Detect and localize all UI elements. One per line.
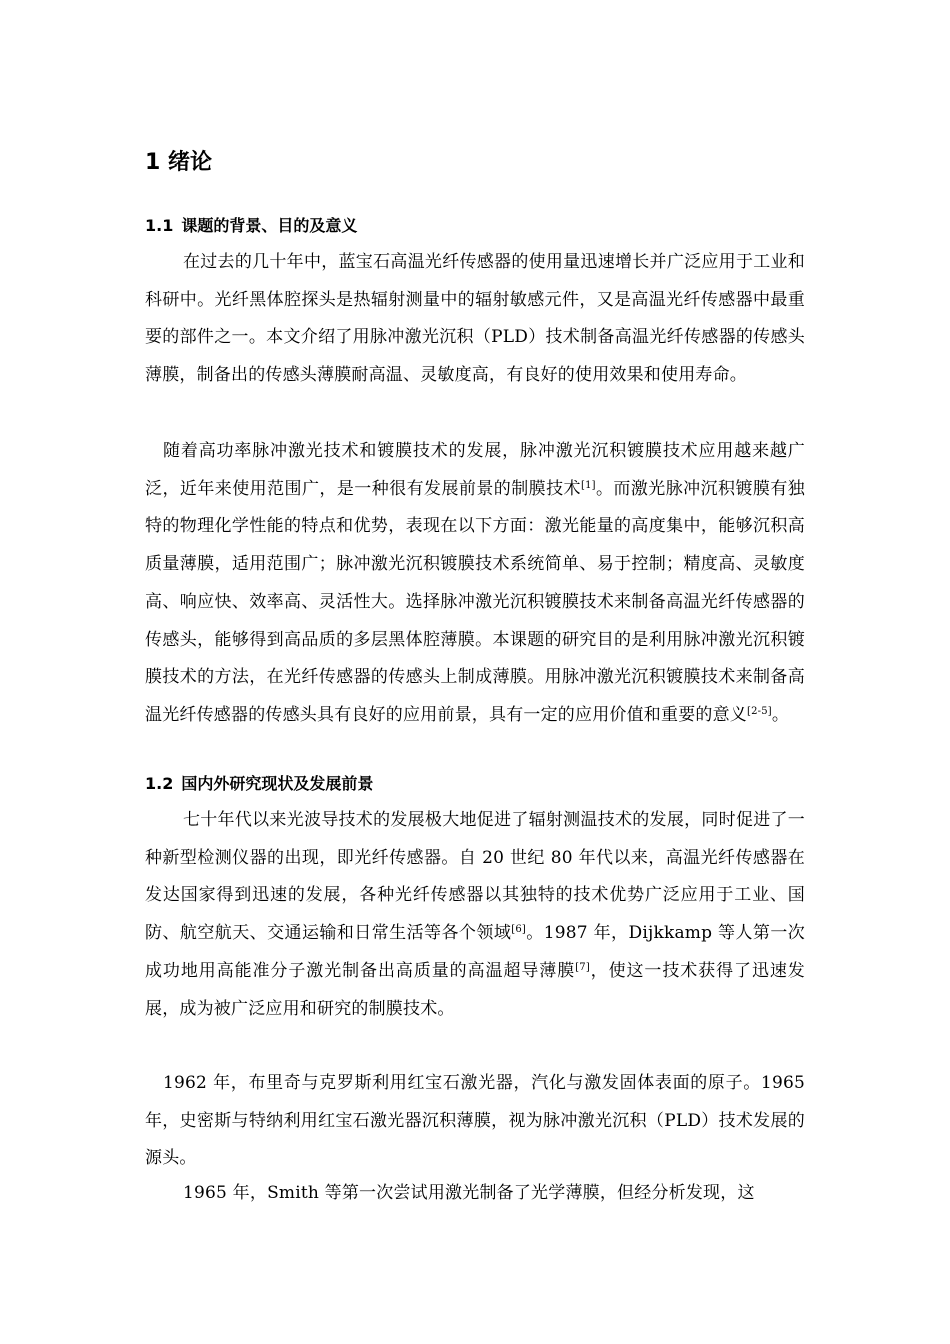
paragraph-text: 。而激光脉冲沉积镀膜有独特的物理化学性能的特点和优势，表现在以下方面：激光能量的高度集中，能够沉积高质量薄膜，适用范围广；脉冲激光沉积镀膜技术系统简单、易于控制；精度高、灵敏度高、响应快、效率高、灵活性大。选择脉冲激光沉积镀膜技术来制备高温光纤传感器的传感头，能够得到高品质的多层黑体腔薄膜。本课题的研究目的是利用脉冲激光沉积镀膜技术的方法，在光纤传感器的传感头上制成薄膜。用脉冲激光沉积镀膜技术来制备高温光纤传感器的传感头具有良好的应用前景，具有一定的应用价值和重要的意义: [145, 478, 805, 725]
chapter-title-text: 绪论: [167, 150, 212, 175]
paragraph-text: ，使这一技术获得了迅速发展，成为被广泛应用和研究的制膜技术。: [145, 960, 805, 1019]
citation-ref: [2-5]: [747, 705, 772, 717]
paragraph-text: 在过去的几十年中，蓝宝石高温光纤传感器的使用量迅速增长并广泛应用于工业和科研中。光纤黑体腔探头是热辐射测量中的辐射敏感元件，又是高温光纤传感器中最重要的部件之一。本文介绍了用脉冲激光沉积（PLD）技术制备高温光纤传感器的传感头薄膜，制备出的传感头薄膜耐高温、灵敏度高，有良好的使用效果和使用寿命。: [145, 252, 805, 386]
citation-ref: [1]: [580, 479, 596, 491]
section-title-1-2: [145, 772, 373, 796]
section-title-text: 国内外研究现状及发展前景: [181, 774, 374, 793]
section-number: 1.1: [145, 216, 174, 235]
citation-ref: [7]: [575, 961, 590, 973]
section-title-1-1: [145, 214, 357, 238]
paragraph-text: 。: [771, 704, 790, 725]
paragraph-1-2-c: [145, 1175, 805, 1213]
citation-ref: [6]: [511, 924, 527, 936]
paragraph-1-1-a: [145, 244, 805, 395]
paragraph-1-2-a: [145, 802, 805, 1028]
section-number: 1.2: [145, 774, 174, 793]
paragraph-text: 1962 年，布里奇与克罗斯利用红宝石激光器，汽化与激发固体表面的原子。1965 年，史密斯与特纳利用红宝石激光器沉积薄膜，视为脉冲激光沉积（PLD）技术发展的源头。: [145, 1073, 805, 1169]
paragraph-1-1-b: [145, 433, 805, 735]
paragraph-text: 七十年代以来光波导技术的发展极大地促进了辐射测温技术的发展，同时促进了一种新型检测仪器的出现，即光纤传感器。自 20 世纪 80 年代以来，高温光纤传感器在发达国家得到迅速的发展，各种光纤传感器以其独特的技术优势广泛应用于工业、国防、航空航天、交通运输和日常生活等各个领域: [145, 810, 805, 944]
paragraph-text: 。1987 年，Dijkkamp 等人第一次成功地用高能准分子激光制备出高质量的高温超导薄膜: [145, 923, 805, 981]
chapter-title: [145, 148, 212, 178]
section-title-text: 课题的背景、目的及意义: [181, 216, 358, 235]
paragraph-text: 随着高功率脉冲激光技术和镀膜技术的发展，脉冲激光沉积镀膜技术应用越来越广泛，近年来使用范围广，是一种很有发展前景的制膜技术: [145, 441, 805, 499]
chapter-number: 1: [145, 150, 161, 175]
paragraph-1-2-b: [145, 1065, 805, 1178]
paragraph-text: 1965 年，Smith 等第一次尝试用激光制备了光学薄膜，但经分析发现，这: [183, 1183, 755, 1203]
